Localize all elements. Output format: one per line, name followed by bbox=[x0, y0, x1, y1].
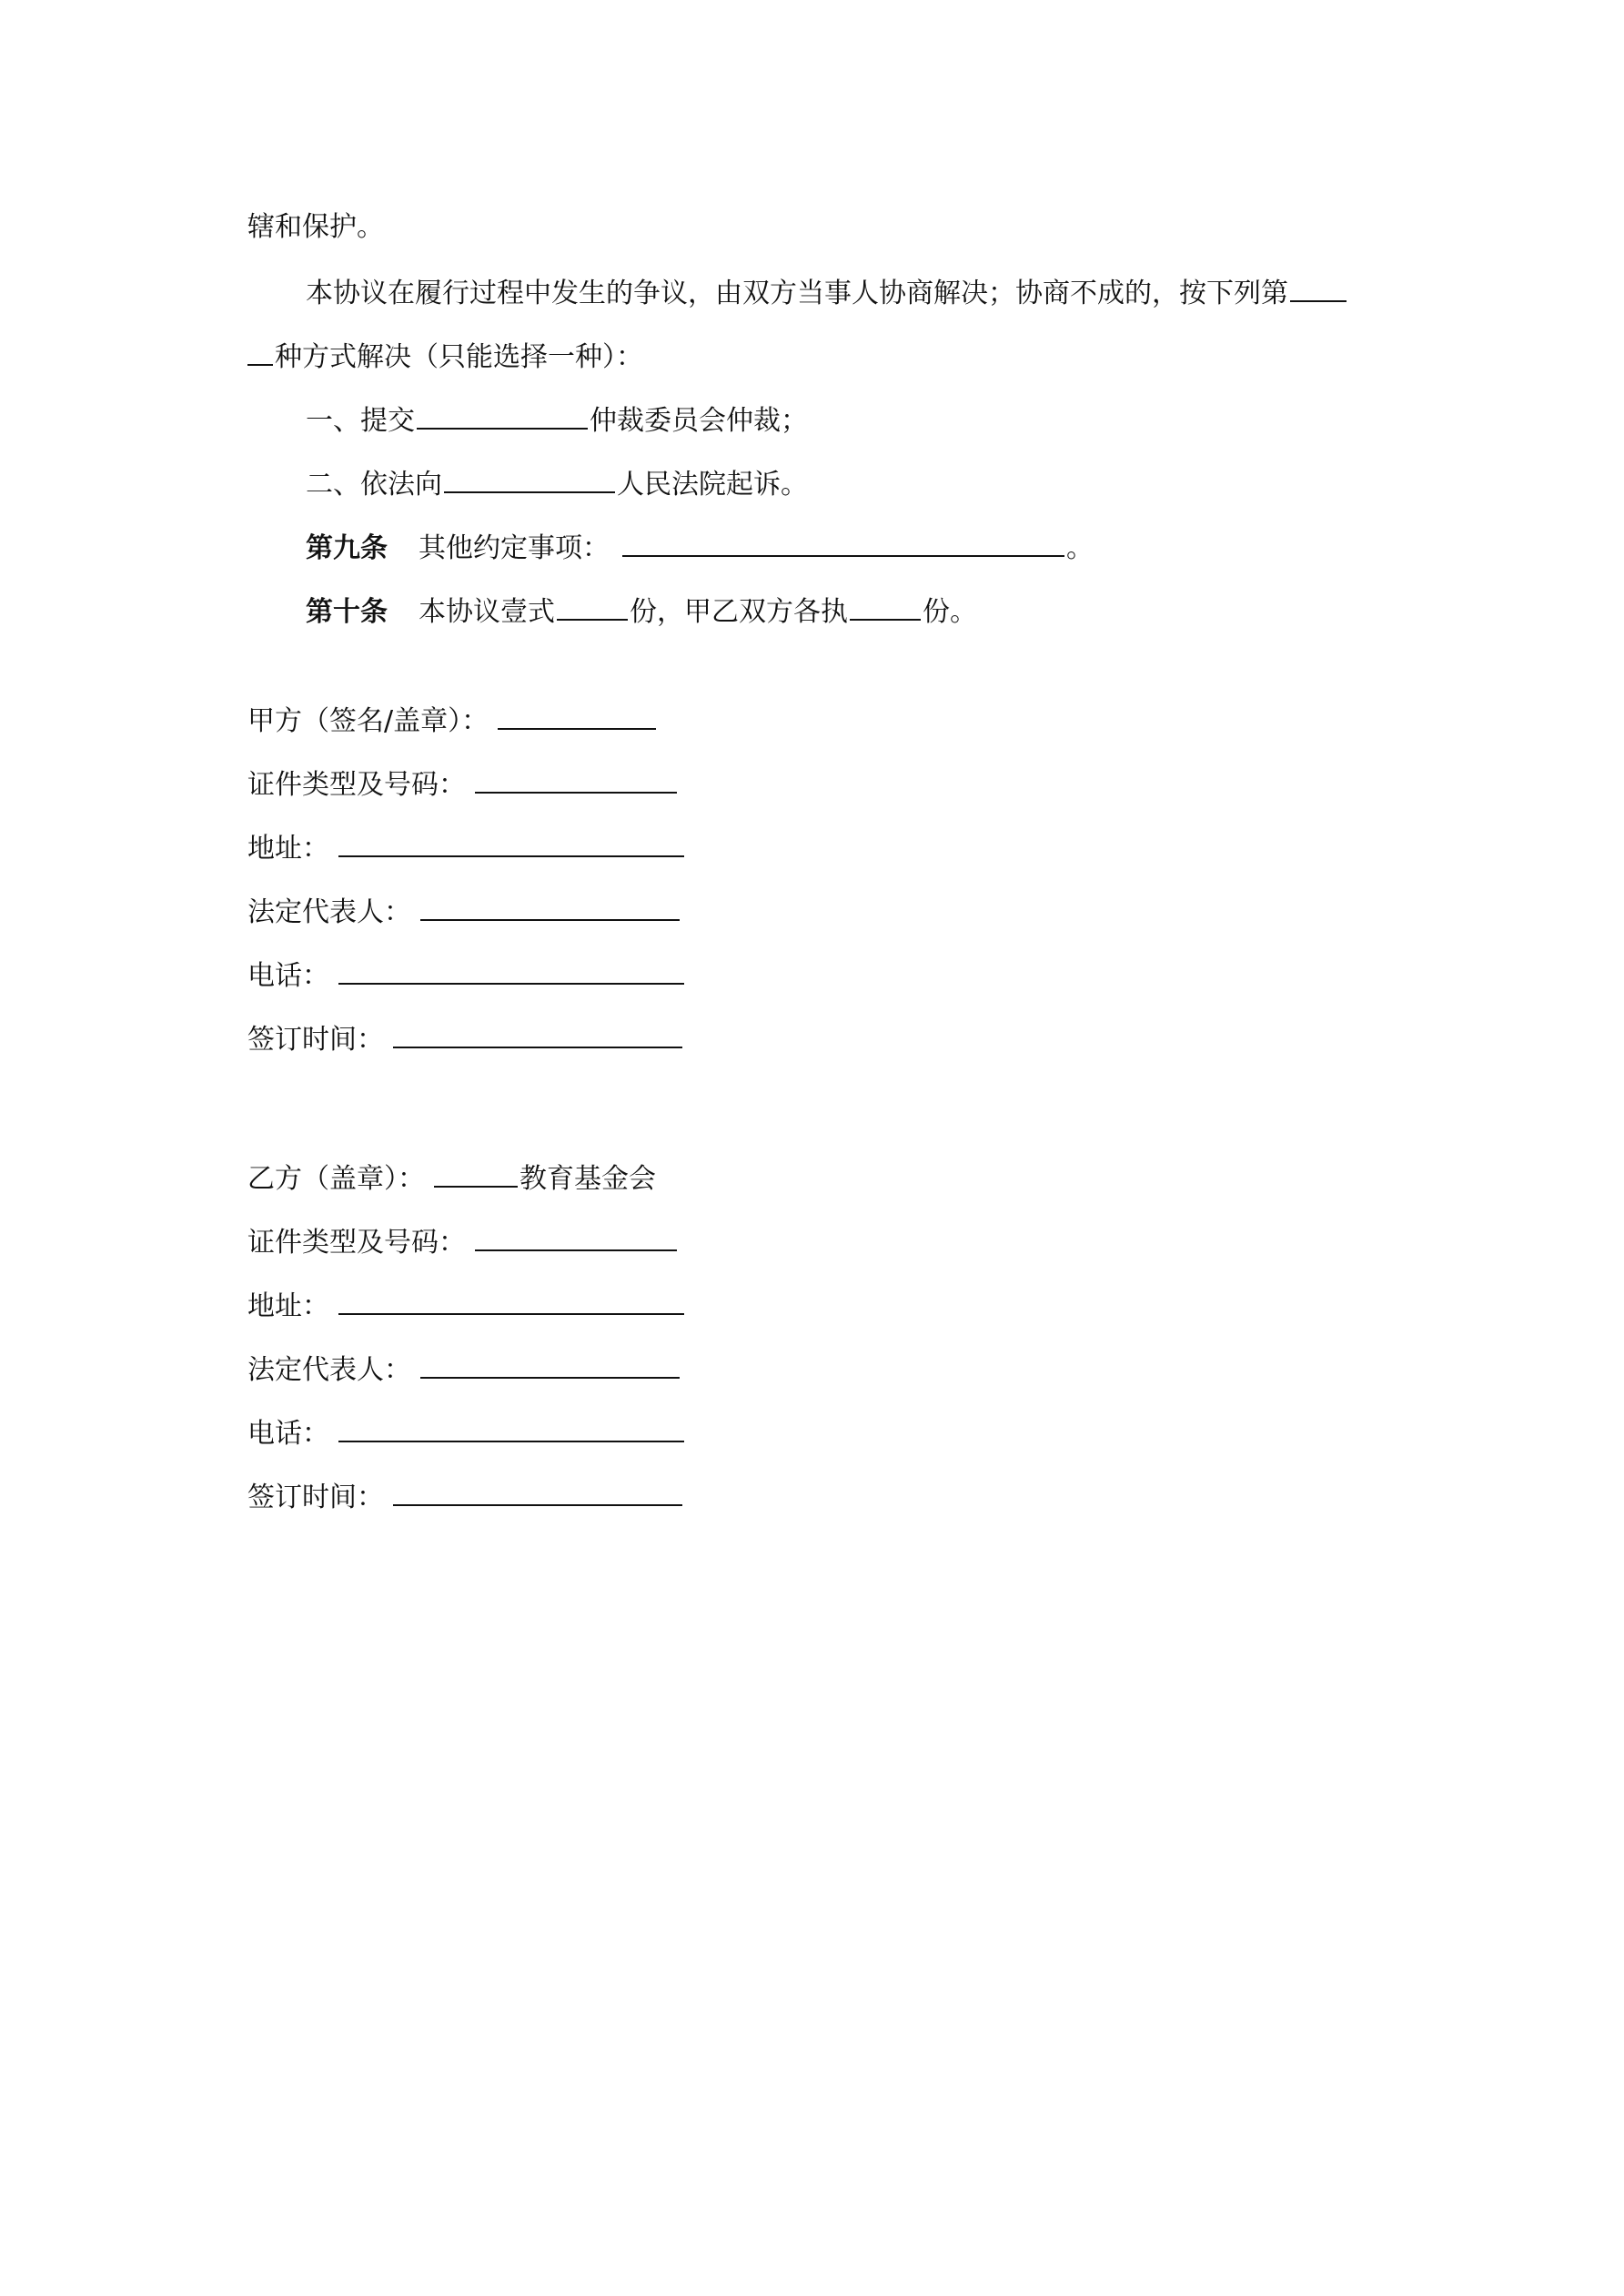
court-blank[interactable] bbox=[444, 464, 615, 493]
field-label: 签订时间： bbox=[247, 1482, 384, 1513]
arbitration-blank[interactable] bbox=[417, 400, 588, 430]
field-label: 电话： bbox=[247, 1418, 329, 1450]
dispute-clause-line1 bbox=[306, 273, 1348, 312]
party-b-name-suffix: 教育基金会 bbox=[519, 1163, 656, 1195]
party-a-phone-field[interactable] bbox=[338, 956, 684, 985]
option-arbitration bbox=[306, 400, 808, 440]
copies-each-blank[interactable] bbox=[850, 592, 921, 621]
party-a-id-field[interactable] bbox=[475, 764, 677, 794]
field-label: 甲方（签名/盖章）： bbox=[247, 705, 489, 737]
field-label: 签订时间： bbox=[247, 1024, 384, 1056]
party-a-phone-row bbox=[247, 956, 686, 995]
party-b-date-row bbox=[247, 1477, 684, 1516]
party-a-rep-row bbox=[247, 892, 681, 931]
article-text: 份。 bbox=[923, 596, 977, 628]
party-a-id-row bbox=[247, 764, 679, 804]
option-text: 人民法院起诉。 bbox=[617, 469, 808, 501]
option-text: 仲裁委员会仲裁； bbox=[590, 405, 808, 437]
article-10 bbox=[306, 592, 977, 631]
paragraph-text: 辖和保护。 bbox=[247, 211, 384, 243]
party-a-date-row bbox=[247, 1019, 684, 1058]
field-label: 法定代表人： bbox=[247, 1354, 411, 1386]
party-b-id-field[interactable] bbox=[475, 1222, 677, 1251]
field-label: 证件类型及号码： bbox=[247, 1227, 466, 1259]
party-a-signature-field[interactable] bbox=[498, 701, 656, 730]
party-b-rep-field[interactable] bbox=[420, 1350, 680, 1379]
party-b-rep-row bbox=[247, 1350, 681, 1389]
article-label: 第十条 bbox=[306, 596, 388, 628]
party-b-name-field[interactable] bbox=[434, 1158, 518, 1188]
party-b-phone-row bbox=[247, 1413, 686, 1452]
other-matters-blank[interactable] bbox=[622, 528, 1064, 557]
article-text: 份，甲乙双方各执 bbox=[630, 596, 848, 628]
dispute-text-cont: 种方式解决（只能选择一种）： bbox=[275, 341, 643, 373]
dispute-text: 本协议在履行过程中发生的争议，由双方当事人协商解决；协商不成的，按下列第 bbox=[306, 278, 1288, 309]
field-label: 乙方（盖章）： bbox=[247, 1163, 425, 1195]
party-a-rep-field[interactable] bbox=[420, 892, 680, 921]
article-end: 。 bbox=[1066, 532, 1094, 564]
party-b-address-field[interactable] bbox=[338, 1286, 684, 1315]
party-b-name-row bbox=[247, 1158, 656, 1198]
party-b-date-field[interactable] bbox=[393, 1477, 682, 1506]
party-b-id-row bbox=[247, 1222, 679, 1261]
option-court bbox=[306, 464, 808, 503]
article-text: 其他约定事项： bbox=[419, 532, 610, 564]
party-b-address-row bbox=[247, 1286, 686, 1325]
choice-blank-continued[interactable] bbox=[247, 337, 273, 366]
copies-blank[interactable] bbox=[557, 592, 628, 621]
party-a-date-field[interactable] bbox=[393, 1019, 682, 1048]
party-b-phone-field[interactable] bbox=[338, 1413, 684, 1442]
field-label: 法定代表人： bbox=[247, 896, 411, 928]
field-label: 电话： bbox=[247, 960, 329, 992]
field-label: 地址： bbox=[247, 1290, 329, 1322]
party-a-address-row bbox=[247, 828, 686, 867]
dispute-clause-line2 bbox=[247, 337, 643, 376]
option-text: 二、依法向 bbox=[306, 469, 442, 501]
field-label: 证件类型及号码： bbox=[247, 769, 466, 801]
article-9 bbox=[306, 528, 1094, 567]
party-a-address-field[interactable] bbox=[338, 828, 684, 857]
article-text: 本协议壹式 bbox=[419, 596, 555, 628]
party-a-name-row bbox=[247, 701, 658, 740]
field-label: 地址： bbox=[247, 833, 329, 865]
option-text: 一、提交 bbox=[306, 405, 415, 437]
choice-blank[interactable] bbox=[1290, 273, 1347, 302]
paragraph-continuation bbox=[247, 209, 384, 246]
article-label: 第九条 bbox=[306, 532, 388, 564]
